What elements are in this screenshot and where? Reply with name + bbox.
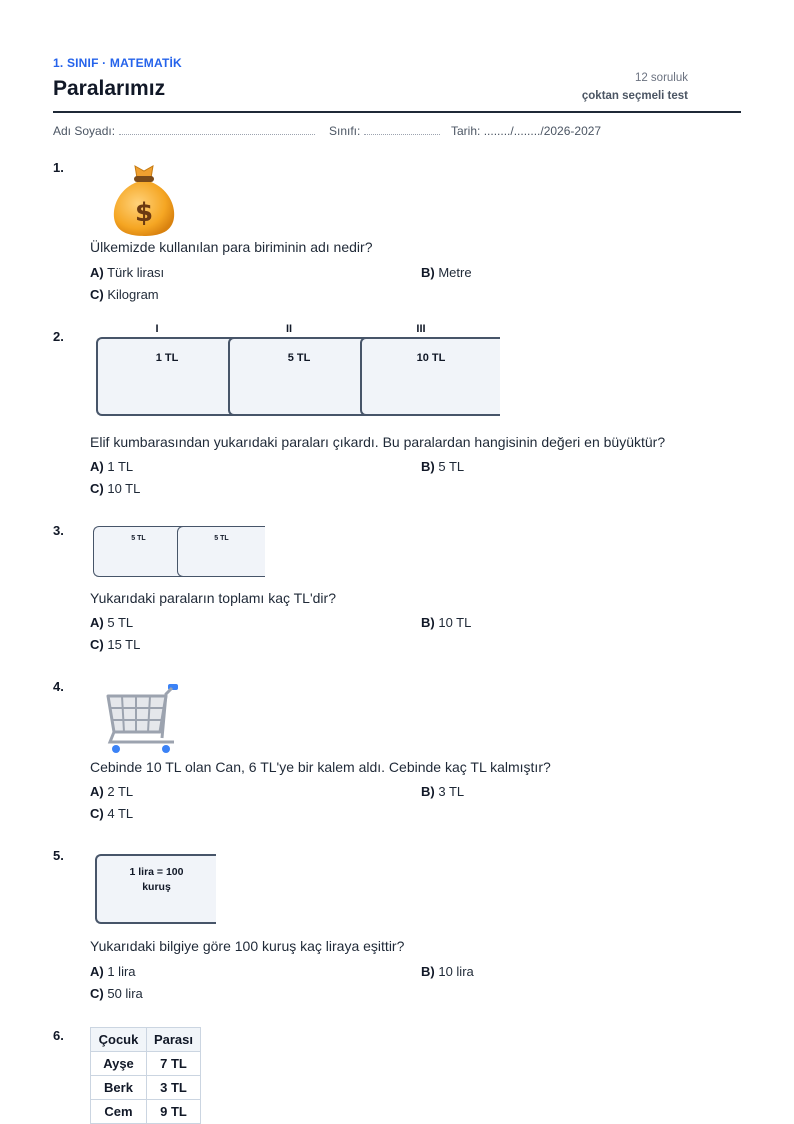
option-a[interactable]	[90, 615, 133, 630]
option-c[interactable]	[90, 806, 133, 821]
question-text: Elif kumbarasından yukarıdaki paraları çıkardı. Bu paralardan hangisinin değeri en büyüktür?	[90, 434, 666, 450]
option-text: 5 TL	[107, 615, 134, 630]
option-text: 5 TL	[438, 459, 465, 474]
option-text: 1 TL	[107, 459, 134, 474]
table-cell: 3 TL	[147, 1076, 201, 1100]
name-label: Adı Soyadı:	[53, 124, 116, 138]
option-letter: C)	[90, 637, 104, 652]
question-text: Cebinde 10 TL olan Can, 6 TL'ye bir kalem aldı. Cebinde kaç TL kalmıştır?	[90, 759, 551, 775]
info-card-line2: kuruş	[142, 881, 171, 893]
student-info-fields	[53, 124, 741, 140]
option-letter: B)	[421, 459, 435, 474]
option-letter: C)	[90, 481, 104, 496]
option-letter: B)	[421, 615, 435, 630]
question-number: 4.	[53, 679, 64, 694]
option-text: 1 lira	[107, 964, 136, 979]
option-c[interactable]	[90, 637, 140, 652]
date-label: Tarih:	[451, 124, 481, 138]
svg-text:$: $	[134, 198, 154, 228]
date-field[interactable]	[451, 124, 601, 138]
option-letter: B)	[421, 964, 435, 979]
question-number: 2.	[53, 329, 64, 344]
bill-label-2: II	[285, 323, 293, 335]
table-cell: 7 TL	[147, 1052, 201, 1076]
subject-kicker: 1. SINIF · MATEMATİK	[53, 56, 182, 70]
option-text: 2 TL	[107, 784, 134, 799]
question-number: 5.	[53, 848, 64, 863]
name-blank[interactable]	[119, 124, 315, 135]
money-bag-icon	[109, 162, 179, 238]
info-card-line1: 1 lira = 100	[129, 866, 184, 878]
money-table	[90, 1027, 201, 1124]
test-type: çoktan seçmeli test	[581, 90, 688, 102]
option-letter: A)	[90, 615, 104, 630]
option-text: 3 TL	[438, 784, 465, 799]
option-letter: A)	[90, 459, 104, 474]
option-letter: A)	[90, 784, 104, 799]
option-letter: B)	[421, 265, 435, 280]
option-text: 10 TL	[438, 615, 472, 630]
banknote-5tl: 5 TL	[177, 526, 265, 577]
option-text: 10 lira	[438, 964, 474, 979]
option-text: 50 lira	[107, 986, 143, 1001]
date-value: ......../......../2026-2027	[483, 124, 602, 138]
bill-label-1: I	[155, 323, 159, 335]
table-cell: Ayşe	[91, 1052, 147, 1076]
question-text: Ülkemizde kullanılan para biriminin adı nedir?	[90, 239, 373, 255]
option-letter: A)	[90, 265, 104, 280]
table-cell: 9 TL	[147, 1100, 201, 1124]
class-field[interactable]	[329, 124, 440, 138]
shopping-cart-icon	[104, 682, 184, 756]
header-divider	[53, 111, 741, 113]
option-a[interactable]	[90, 964, 136, 979]
question-text: Yukarıdaki bilgiye göre 100 kuruş kaç liraya eşittir?	[90, 938, 405, 954]
option-c[interactable]	[90, 481, 140, 496]
bill-label-3: III	[416, 323, 426, 335]
option-letter: A)	[90, 964, 104, 979]
table-cell: Cem	[91, 1100, 147, 1124]
option-letter: C)	[90, 806, 104, 821]
option-b[interactable]	[421, 964, 474, 979]
table-cell: Berk	[91, 1076, 147, 1100]
option-b[interactable]	[421, 615, 471, 630]
table-row	[91, 1052, 201, 1076]
question-text: Yukarıdaki paraların toplamı kaç TL'dir?	[90, 590, 336, 606]
option-b[interactable]	[421, 459, 464, 474]
option-text: 4 TL	[107, 806, 134, 821]
banknote-5tl: 5 TL	[93, 526, 183, 577]
table-header-cell: Parası	[147, 1028, 201, 1052]
info-card	[95, 854, 216, 924]
option-text: Türk lirası	[107, 265, 165, 280]
option-text: 15 TL	[107, 637, 141, 652]
question-number: 3.	[53, 523, 64, 538]
option-a[interactable]	[90, 459, 133, 474]
page-title: Paralarımız	[53, 77, 166, 100]
option-b[interactable]	[421, 265, 472, 280]
option-c[interactable]	[90, 287, 159, 302]
banknote-5tl: 5 TL	[228, 337, 368, 416]
question-number: 1.	[53, 160, 64, 175]
option-text: Metre	[438, 265, 472, 280]
option-text: 10 TL	[107, 481, 141, 496]
option-letter: B)	[421, 784, 435, 799]
option-a[interactable]	[90, 265, 164, 280]
option-text: Kilogram	[107, 287, 159, 302]
banknote-10tl: 10 TL	[360, 337, 500, 416]
table-header-row	[91, 1028, 201, 1052]
table-row	[91, 1100, 201, 1124]
table-row	[91, 1076, 201, 1100]
banknote-1tl: 1 TL	[96, 337, 236, 416]
question-count: 12 soruluk	[634, 72, 688, 84]
class-blank[interactable]	[364, 124, 440, 135]
question-number: 6.	[53, 1028, 64, 1043]
table-header-cell: Çocuk	[91, 1028, 147, 1052]
option-c[interactable]	[90, 986, 143, 1001]
option-letter: C)	[90, 287, 104, 302]
option-b[interactable]	[421, 784, 464, 799]
class-label: Sınıfı:	[329, 124, 361, 138]
option-a[interactable]	[90, 784, 133, 799]
name-field[interactable]	[53, 124, 315, 138]
option-letter: C)	[90, 986, 104, 1001]
